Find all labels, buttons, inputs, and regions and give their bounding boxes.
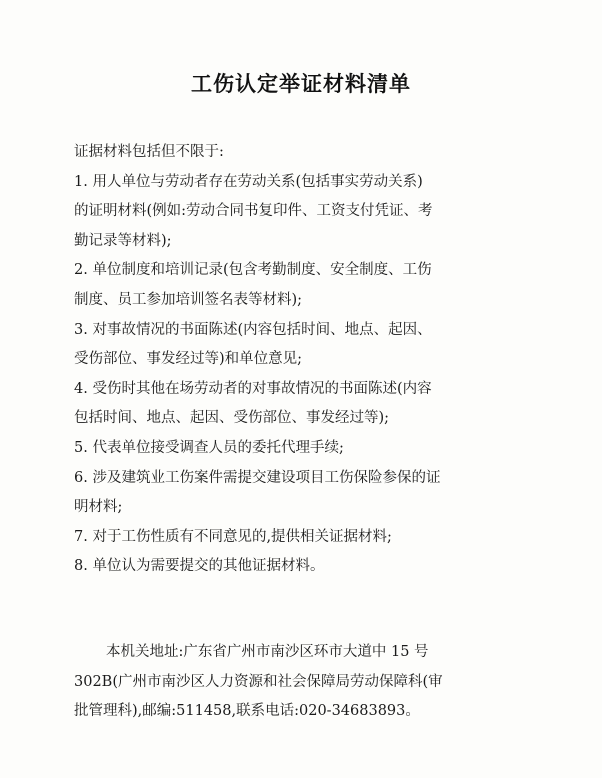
intro-line: 证据材料包括但不限于: xyxy=(74,144,224,160)
document-title: 工伤认定举证材料清单 xyxy=(191,72,411,96)
item-2-line-2: 制度、员工参加培训签名表等材料); xyxy=(74,291,303,308)
item-6-line-2: 明材料; xyxy=(74,499,123,516)
item-1-line-3: 勤记录等材料); xyxy=(74,232,172,249)
document-body xyxy=(74,138,544,582)
item-4-line-1: 4. 受伤时其他在场劳动者的对事故情况的书面陈述(内容 xyxy=(74,380,432,397)
item-1-line-2: 的证明材料(例如:劳动合同书复印件、工资支付凭证、考 xyxy=(74,203,433,220)
item-8-line-1: 8. 单位认为需要提交的其他证据材料。 xyxy=(74,558,325,575)
item-4-line-2: 包括时间、地点、起因、受伤部位、事发经过等); xyxy=(74,410,390,427)
item-2-line-1: 2. 单位制度和培训记录(包含考勤制度、安全制度、工伤 xyxy=(74,262,432,279)
item-7-line-1: 7. 对于工伤性质有不同意见的,提供相关证据材料; xyxy=(74,528,392,545)
address-line-3: 批管理科),邮编:511458,联系电话:020-34683893。 xyxy=(74,703,420,720)
address-line-1: 本机关地址:广东省广州市南沙区环市大道中 15 号 xyxy=(106,644,429,660)
item-1-line-1: 1. 用人单位与劳动者存在劳动关系(包括事实劳动关系) xyxy=(74,173,423,190)
address-line-2: 302B(广州市南沙区人力资源和社会保障局劳动保障科(审 xyxy=(74,673,443,690)
address-block xyxy=(74,638,544,727)
item-5-line-1: 5. 代表单位接受调查人员的委托代理手续; xyxy=(74,439,344,456)
item-6-line-1: 6. 涉及建筑业工伤案件需提交建设项目工伤保险参保的证 xyxy=(74,469,441,486)
item-3-line-1: 3. 对事故情况的书面陈述(内容包括时间、地点、起因、 xyxy=(74,321,432,338)
item-3-line-2: 受伤部位、事发经过等)和单位意见; xyxy=(74,351,303,368)
